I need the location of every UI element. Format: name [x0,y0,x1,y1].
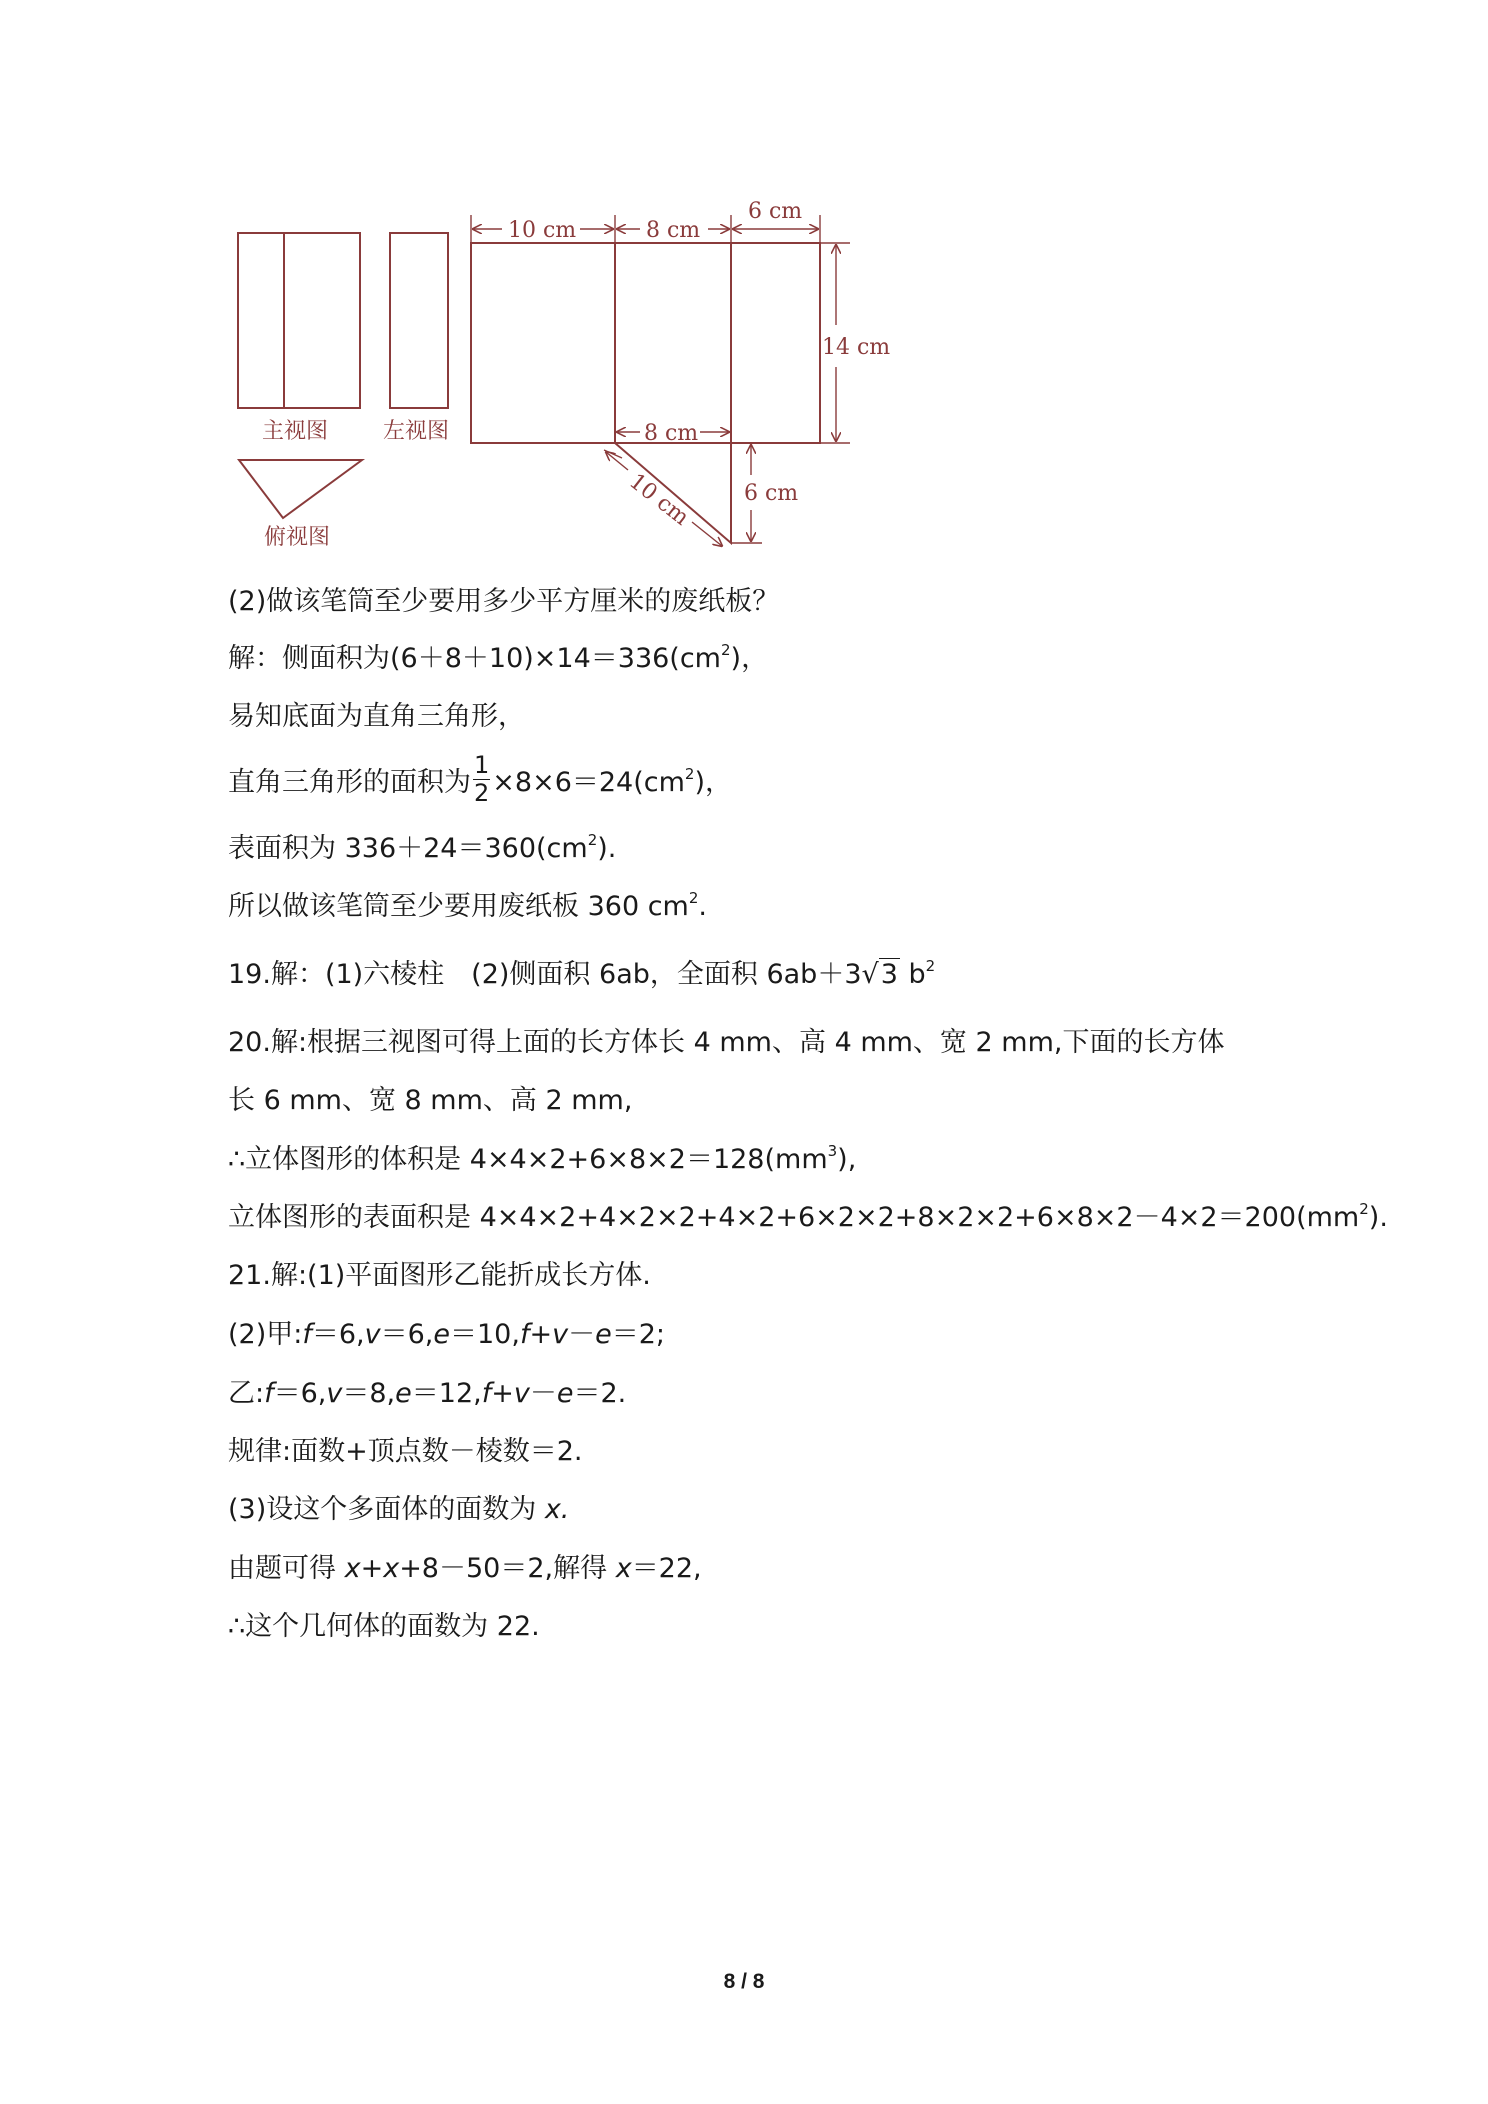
rule-line: 规律:面数+顶点数－棱数＝2. [228,1436,583,1467]
triangle-area-line: 直角三角形的面积为 $\frac{1}{2}$ $\times 8\times 6=24(cm^2)$， [228,751,733,807]
answer-21-yi-line: 乙:f＝6,v＝8,e＝12,f+v－e＝2. [228,1378,627,1409]
left-view-label: 左视图 [383,419,450,444]
dim-bottom-6cm: 6 cm [744,481,799,506]
fraction-one-half: $\frac{1}{2}$ [474,751,490,807]
top-view-label: 俯视图 [264,525,331,550]
surface-area-line: 表面积为 $336+24=360(cm^2)$. [228,831,617,864]
answer-21-line-1: 21.解:(1)平面图形乙能折成长方体. [228,1260,651,1291]
conclusion-line: 所以做该笔筒至少要用废纸板 360 $cm^2$. [228,889,707,922]
final-answer-line: ∴这个几何体的面数为 22. [228,1611,540,1642]
question-2-text: (2)做该笔筒至少要用多少平方厘米的废纸板？ [228,586,780,617]
net-lateral-rect [471,243,820,443]
answer-19-line: 19.解：(1)六棱柱 (2)侧面积 6ab，全面积 6ab＋3√3 $b^2$ [228,955,935,995]
lateral-area-line: 解：侧面积为$(6+8+10)\times 14=336(cm^2)$， [228,641,769,674]
page-number: 8 / 8 [723,1970,765,1993]
surface-area-20-line: 立体图形的表面积是 $4\times 4\times 2+4\times 2\times 2+4\times 2+6\times 2\times 2+8\times 2\times 2+6\times 8\times 2-4\times 2=200(mm^2)$. [228,1200,1388,1233]
sqrt-symbol: √3 [861,959,898,990]
dim-bottom-8cm: 8 cm [644,421,699,446]
equation-line: 由题可得 x+x+8－50＝2,解得 x＝22, [228,1553,702,1584]
answer-21-3-line: (3)设这个多面体的面数为 x. [228,1494,570,1525]
dim-top-10cm: 10 cm [508,218,577,243]
answer-20-line-2: 长 6 mm、宽 8 mm、高 2 mm, [228,1085,633,1116]
front-view-shape [238,233,360,408]
left-view-shape [390,233,448,408]
volume-line: ∴立体图形的体积是 $4\times 4\times 2+6\times 8\times 2=128(mm^3)$, [228,1142,857,1175]
answer-20-line-1: 20.解:根据三视图可得上面的长方体长 4 mm、高 4 mm、宽 2 mm,下面的长方体 [228,1027,1225,1058]
three-views-and-net-figure [226,190,956,560]
dim-top-8cm: 8 cm [646,218,701,243]
dim-diagonal-10cm: 10 cm [624,469,694,531]
answer-21-jia-line: (2)甲:f＝6,v＝6,e＝10,f+v－e＝2; [228,1319,665,1350]
front-view-label: 主视图 [262,419,329,444]
top-view-shape [239,460,362,518]
base-triangle-line: 易知底面为直角三角形， [228,701,525,732]
dim-top-6cm: 6 cm [748,199,803,224]
dim-right-14cm: 14 cm [822,335,891,360]
